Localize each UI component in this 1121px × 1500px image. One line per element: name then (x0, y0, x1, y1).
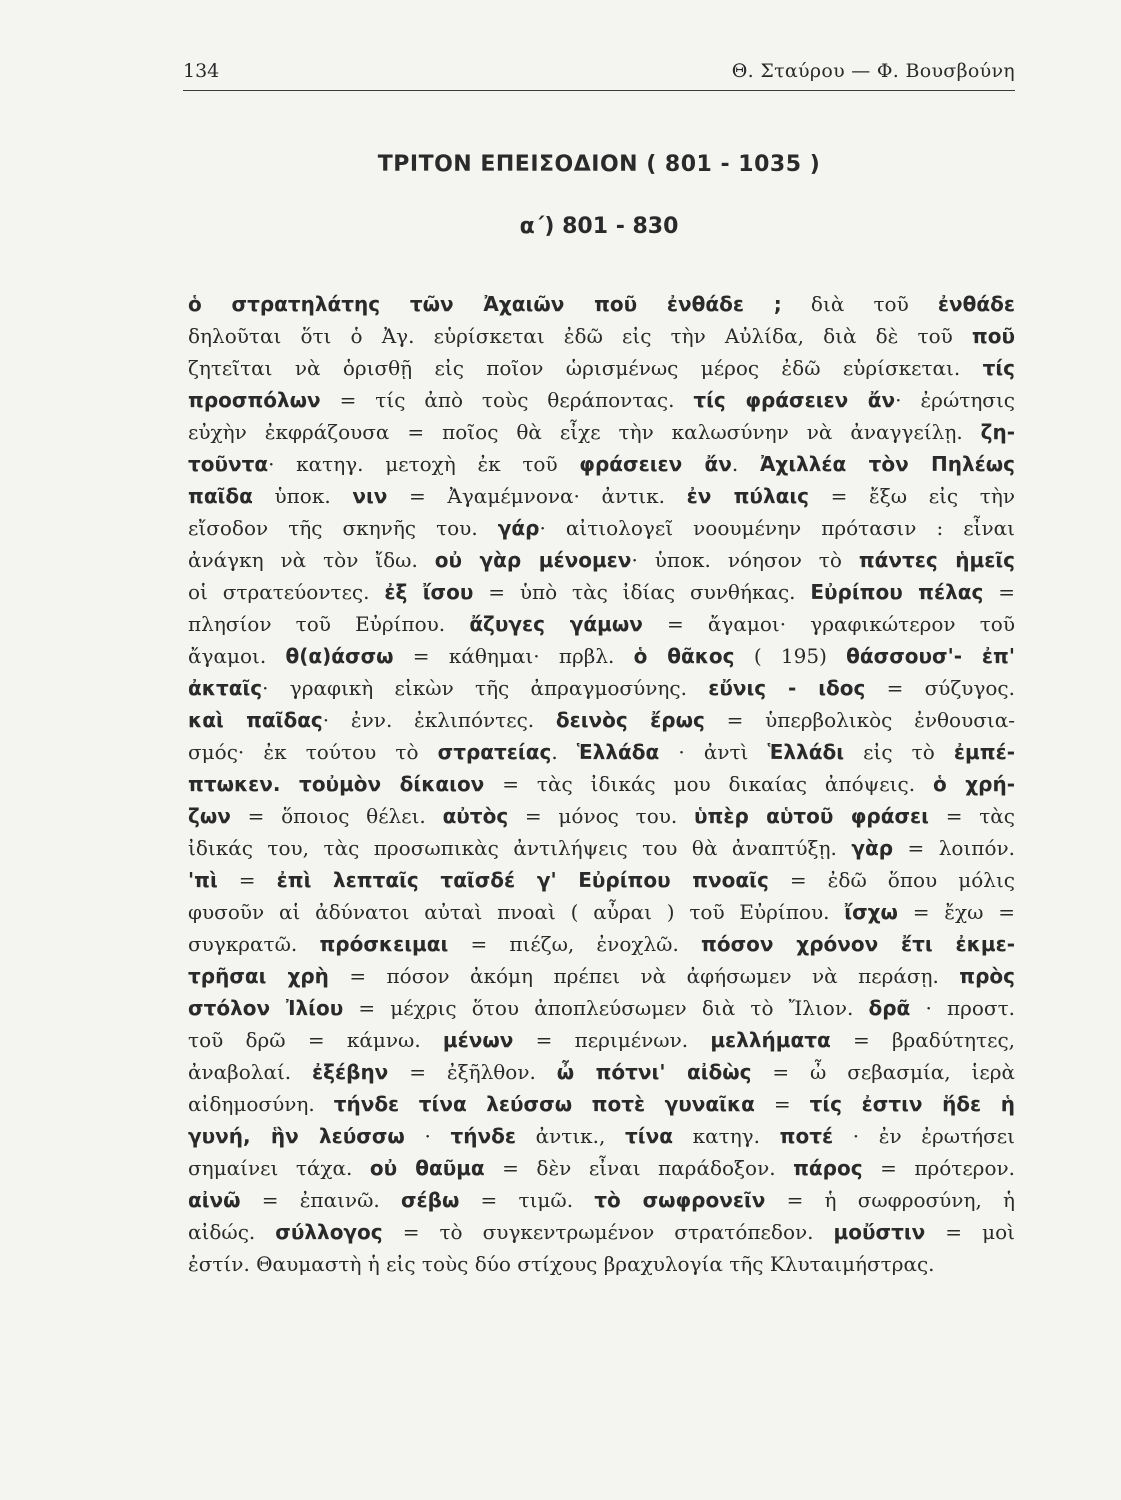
lemma-term: ζων (188, 804, 231, 828)
gloss-text: · (404, 1124, 451, 1148)
gloss-text: = μέχρις ὅτου ἀποπλεύσωμεν διὰ τὸ Ἴλιον. (343, 996, 869, 1020)
commentary-line (188, 864, 1015, 896)
lemma-term: ἀκταῖς (188, 676, 263, 700)
gloss-text: . (731, 452, 760, 476)
lemma-term: οὐ γὰρ μένομεν (434, 548, 632, 572)
gloss-text: = τὸ συγκεντρωμένον στρατόπεδον. (382, 1220, 834, 1244)
gloss-text: διὰ τοῦ (781, 292, 938, 316)
lemma-term: ἐμπέ- (953, 740, 1015, 764)
gloss-text: · ὑποκ. νόησον τὸ (631, 548, 859, 572)
gloss-text: = μόνος του. (508, 804, 695, 828)
lemma-term: δρᾶ (868, 996, 911, 1020)
commentary-line (188, 768, 1015, 800)
gloss-text: = τὰς ἰδικάς μου δικαίας ἀπόψεις. (484, 772, 933, 796)
gloss-text: = πιέζω, ἐνοχλῶ. (448, 932, 702, 956)
commentary-line (188, 672, 1015, 704)
lemma-term: νιν (352, 484, 388, 508)
gloss-text: · ἀντὶ (659, 740, 768, 764)
gloss-text: = περιμένων. (513, 1028, 711, 1052)
commentary-line (188, 1184, 1015, 1216)
lemma-term: ζη- (980, 420, 1015, 444)
gloss-text: οἱ στρατεύοντες. (188, 580, 385, 604)
lemma-term: αἰνῶ (188, 1188, 241, 1212)
commentary-line (188, 416, 1015, 448)
gloss-text: = μοὶ (925, 1220, 1015, 1244)
commentary-line (188, 928, 1015, 960)
commentary-line (188, 352, 1015, 384)
lemma-term: ἐξ ἴσου (384, 580, 474, 604)
lemma-term: καὶ παῖδας (188, 708, 323, 732)
gloss-text: · προστ. (910, 996, 1015, 1020)
lemma-term: ὦ πότνι' αἰδὼς (556, 1060, 752, 1084)
gloss-text: ἀνάγκη νὰ τὸν ἴδω. (188, 548, 435, 572)
lemma-term: ὁ θᾶκος (633, 644, 735, 668)
lemma-term: Ἀχιλλέα τὸν Πηλέως (759, 452, 1015, 476)
gloss-text: · ἐρώτησις (895, 388, 1015, 412)
gloss-text: ζητεῖται νὰ ὁρισθῇ εἰς ποῖον ὡρισμένως μέρος ἐδῶ εὑρίσκεται. (188, 356, 983, 380)
gloss-text: εὐχὴν ἐκφράζουσα = ποῖος θὰ εἶχε τὴν καλωσύνην νὰ ἀναγγείλῃ. (188, 420, 981, 444)
gloss-text: ἀντικ., (515, 1124, 626, 1148)
lemma-term: θ(α)άσσω (285, 644, 394, 668)
commentary-body (188, 288, 1015, 1280)
lemma-term: Εὐρίπου πέλας (810, 580, 984, 604)
gloss-text: ἀναβολαί. (188, 1060, 313, 1084)
lemma-term: προσπόλων (188, 388, 321, 412)
gloss-text: · ἐνν. ἐκλιπόντες. (322, 708, 556, 732)
commentary-line (188, 1152, 1015, 1184)
commentary-line (188, 608, 1015, 640)
commentary-line (188, 736, 1015, 768)
lemma-term: πτωκεν. τοὐμὸν δίκαιον (188, 772, 485, 796)
lemma-term: μένων (442, 1028, 514, 1052)
gloss-text: ( 195) (734, 644, 847, 668)
gloss-text: ὑποκ. (252, 484, 353, 508)
gloss-text: = (217, 868, 277, 892)
lemma-term: ἐν πύλαις (686, 484, 809, 508)
gloss-text: εἴσοδον τῆς σκηνῆς του. (188, 516, 498, 540)
gloss-text: συγκρατῶ. (188, 932, 320, 956)
commentary-line (188, 544, 1015, 576)
lemma-term: τὸ σωφρονεῖν (594, 1188, 766, 1212)
lemma-term: στρατείας (437, 740, 552, 764)
gloss-text: αἰδημοσύνη. (188, 1092, 334, 1116)
gloss-text: = ἔχω = (897, 900, 1015, 924)
commentary-line (188, 320, 1015, 352)
gloss-text: . (551, 740, 577, 764)
gloss-text: = πόσον ἀκόμη πρέπει νὰ ἀφήσωμεν νὰ περάσῃ. (328, 964, 960, 988)
lemma-term: πάρος (793, 1156, 863, 1180)
lemma-term: ὁ χρή- (932, 772, 1015, 796)
commentary-line (188, 1216, 1015, 1248)
gloss-text: δηλοῦται ὅτι ὁ Ἀγ. εὑρίσκεται ἐδῶ εἰς τὴν Αὐλίδα, διὰ δὲ τοῦ (188, 324, 972, 348)
commentary-line (188, 384, 1015, 416)
lemma-term: ἐνθάδε (937, 292, 1015, 316)
lemma-term: ὑπὲρ αὑτοῦ φράσει (694, 804, 929, 828)
lemma-term: αὐτὸς (442, 804, 509, 828)
lemma-term: γυνή, ἣν λεύσσω (188, 1124, 405, 1148)
commentary-line (188, 960, 1015, 992)
lemma-term: ἴσχω (844, 900, 898, 924)
lemma-term: πόσον χρόνον ἔτι ἐκμε- (701, 932, 1015, 956)
lemma-term: 'πὶ (188, 868, 218, 892)
commentary-line (188, 576, 1015, 608)
lemma-term: σέβω (400, 1188, 460, 1212)
gloss-text: · ἐν ἐρωτήσει (833, 1124, 1015, 1148)
gloss-text: σμός· ἐκ τούτου τὸ (188, 740, 438, 764)
gloss-text: = σύζυγος. (865, 676, 1015, 700)
commentary-line (188, 800, 1015, 832)
page-number: 134 (183, 60, 220, 82)
commentary-line (188, 1056, 1015, 1088)
lemma-term: Ἑλλάδα (576, 740, 660, 764)
lemma-term: τοῦντα (188, 452, 269, 476)
lemma-term: ὁ στρατηλάτης τῶν Ἀχαιῶν ποῦ ἐνθάδε ; (188, 292, 782, 316)
commentary-line (188, 1088, 1015, 1120)
gloss-text: ἐστίν. Θαυμαστὴ ἡ εἰς τοὺς δύο στίχους βραχυλογία τῆς Κλυταιμήστρας. (188, 1252, 935, 1276)
commentary-line (188, 1248, 1015, 1280)
lemma-term: γάρ (497, 516, 540, 540)
lemma-term: εὔνις - ιδος (708, 676, 866, 700)
running-head: Θ. Σταύρου — Φ. Βουσβούνη (731, 60, 1015, 82)
lemma-term: τρῆσαι χρὴ (188, 964, 329, 988)
gloss-text: = δὲν εἶναι παράδοξον. (484, 1156, 794, 1180)
lemma-term: ποτέ (779, 1124, 834, 1148)
gloss-text: = ἐξῆλθον. (388, 1060, 557, 1084)
commentary-line (188, 704, 1015, 736)
commentary-line (188, 832, 1015, 864)
gloss-text: = ἄγαμοι· γραφικώτερον τοῦ (642, 612, 1015, 636)
gloss-text: ἰδικάς του, τὰς προσωπικὰς ἀντιλήψεις του θὰ ἀναπτύξῃ. (188, 836, 852, 860)
gloss-text: = ἡ σωφροσύνη, ἡ (765, 1188, 1015, 1212)
lemma-term: τήνδε (450, 1124, 516, 1148)
commentary-line (188, 640, 1015, 672)
gloss-text: εἰς τὸ (844, 740, 954, 764)
lemma-term: ἐπὶ λεπταῖς ταῖσδέ γ' Εὐρίπου πνοαῖς (276, 868, 769, 892)
lemma-term: τήνδε τίνα λεύσσω ποτὲ γυναῖκα (333, 1092, 755, 1116)
lemma-term: τίς (982, 356, 1015, 380)
lemma-term: τίνα (625, 1124, 673, 1148)
gloss-text: = τὰς (928, 804, 1015, 828)
lemma-term: μελλήματα (710, 1028, 831, 1052)
lemma-term: πάντες ἡμεῖς (858, 548, 1015, 572)
lemma-term: οὐ θαῦμα (369, 1156, 485, 1180)
gloss-text: πλησίον τοῦ Εὐρίπου. (188, 612, 470, 636)
gloss-text: = λοιπόν. (893, 836, 1015, 860)
gloss-text: = ὅποιος θέλει. (230, 804, 443, 828)
gloss-text: = τίς ἀπὸ τοὺς θεράποντας. (320, 388, 694, 412)
gloss-text: · κατηγ. μετοχὴ ἐκ τοῦ (268, 452, 580, 476)
commentary-line (188, 480, 1015, 512)
gloss-text: = ἔξω εἰς τὴν (808, 484, 1015, 508)
gloss-text: τοῦ δρῶ = κάμνω. (188, 1028, 443, 1052)
gloss-text: = πρότερον. (862, 1156, 1015, 1180)
lemma-term: στόλον Ἰλίου (188, 996, 344, 1020)
gloss-text: σημαίνει τάχα. (188, 1156, 370, 1180)
commentary-line (188, 288, 1015, 320)
lemma-term: τίς φράσειεν ἄν (693, 388, 896, 412)
commentary-line (188, 992, 1015, 1024)
gloss-text: = ὑπὸ τὰς ἰδίας συνθήκας. (473, 580, 811, 604)
lemma-term: θάσσουσ'- ἐπ' (846, 644, 1015, 668)
lemma-term: ἐξέβην (312, 1060, 389, 1084)
gloss-text: = (754, 1092, 810, 1116)
gloss-text: = τιμῶ. (459, 1188, 595, 1212)
lemma-term: τίς ἐστιν ἥδε ἡ (809, 1092, 1015, 1116)
lemma-term: Ἑλλάδι (767, 740, 845, 764)
lemma-term: γὰρ (851, 836, 894, 860)
gloss-text: · γραφικὴ εἰκὼν τῆς ἀπραγμοσύνης. (262, 676, 709, 700)
gloss-text: = ἐδῶ ὅπου μόλις (768, 868, 1015, 892)
commentary-line (188, 1120, 1015, 1152)
gloss-text: = βραδύτητες, (830, 1028, 1015, 1052)
gloss-text: = (983, 580, 1015, 604)
lemma-term: ποῦ (971, 324, 1015, 348)
gloss-text: = ὑπερβολικὸς ἐνθουσια- (704, 708, 1015, 732)
lemma-term: ἄζυγες γάμων (469, 612, 643, 636)
lemma-term: σύλλογος (275, 1220, 383, 1244)
section-heading: ΤΡΙΤΟΝ ΕΠΕΙΣΟΔΙΟΝ ( 801 - 1035 ) (377, 152, 821, 177)
lemma-term: πρὸς (959, 964, 1015, 988)
page-header (183, 56, 1015, 91)
gloss-text: = ὦ σεβασμία, ἱερὰ (751, 1060, 1015, 1084)
subsection-heading: α΄) 801 - 830 (519, 214, 679, 239)
lemma-term: φράσειεν ἄν (579, 452, 732, 476)
lemma-term: πρόσκειμαι (319, 932, 449, 956)
lemma-term: μοὔστιν (833, 1220, 926, 1244)
gloss-text: = Ἀγαμέμνονα· ἀντικ. (387, 484, 687, 508)
lemma-term: παῖδα (188, 484, 253, 508)
gloss-text: = ἐπαινῶ. (240, 1188, 401, 1212)
gloss-text: κατηγ. (672, 1124, 780, 1148)
lemma-term: δεινὸς ἔρως (555, 708, 705, 732)
gloss-text: φυσοῦν αἱ ἀδύνατοι αὐταὶ πνοαὶ ( αὖραι ) τοῦ Εὐρίπου. (188, 900, 845, 924)
gloss-text: αἰδώς. (188, 1220, 276, 1244)
commentary-line (188, 448, 1015, 480)
commentary-line (188, 896, 1015, 928)
gloss-text: · αἰτιολογεῖ νοουμένην πρότασιν : εἶναι (539, 516, 1015, 540)
gloss-text: ἄγαμοι. (188, 644, 286, 668)
commentary-line (188, 512, 1015, 544)
gloss-text: = κάθημαι· πρβλ. (393, 644, 634, 668)
commentary-line (188, 1024, 1015, 1056)
